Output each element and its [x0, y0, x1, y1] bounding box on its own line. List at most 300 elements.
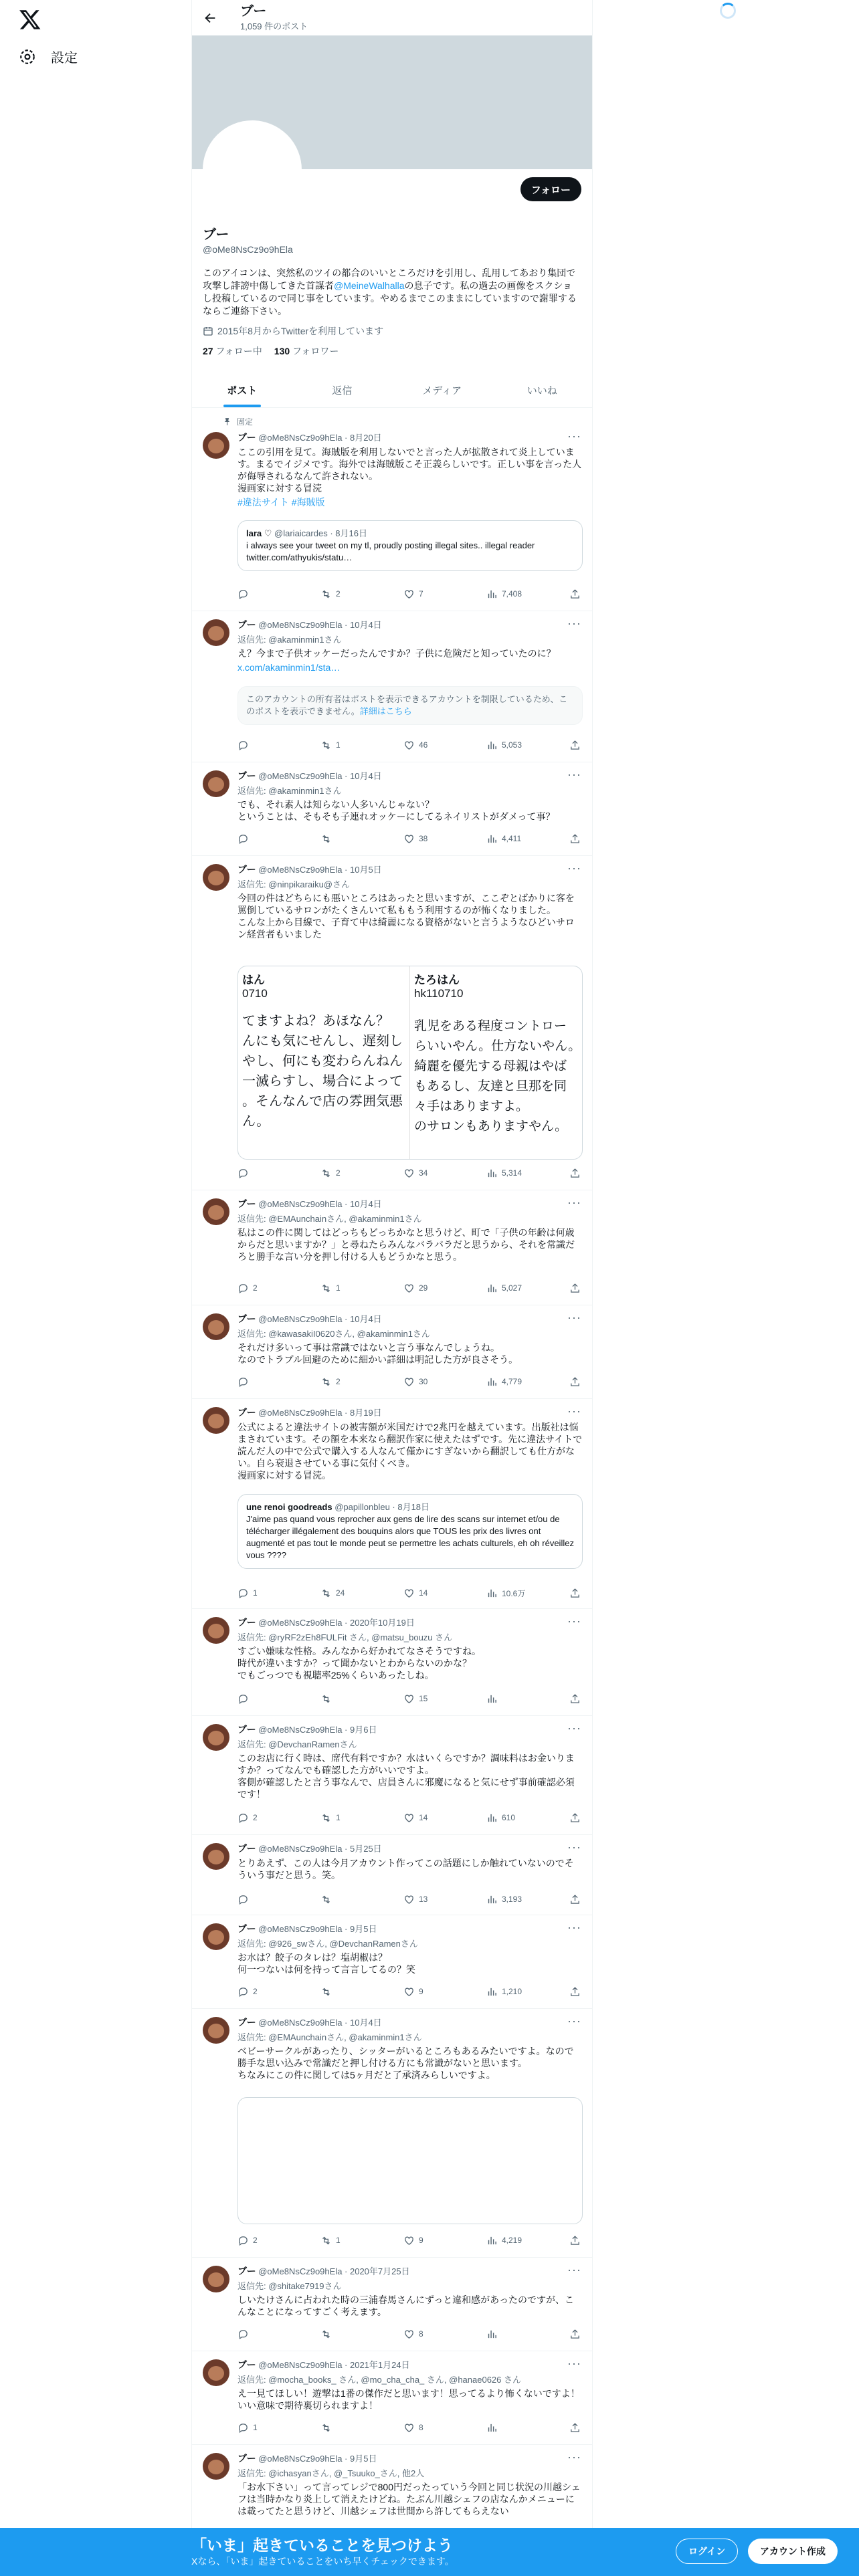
post-meta: ブー @oMe8NsCz9o9hEla · 10月4日 — [237, 619, 382, 630]
post-date[interactable]: 8月20日 — [349, 433, 382, 443]
more-icon[interactable]: ··· — [567, 2263, 581, 2276]
share-icon — [569, 2422, 581, 2434]
post-actions — [237, 832, 583, 845]
author-handle[interactable]: @oMe8NsCz9o9hEla — [258, 2360, 343, 2370]
post[interactable] — [192, 424, 593, 611]
author-handle[interactable]: @oMe8NsCz9o9hEla — [258, 1924, 343, 1934]
like-button[interactable] — [403, 2234, 457, 2247]
post-text: 私はこの件に関してはどっちもどっちかなと思うけど、町で「子供の年齢は何歳からだと思いますか？」と尋ねたらみんなバラバラだと思うから、それを常識だろと勝手な言い分を押し付ける人もどうかなと思う。 — [237, 1227, 575, 1262]
post-link[interactable]: x.com/akaminmin1/sta… — [237, 662, 341, 673]
heart-icon — [403, 1283, 415, 1294]
views-icon — [486, 1986, 498, 1998]
tab-posts[interactable]: ポスト — [192, 372, 292, 407]
author-name[interactable]: ブー — [237, 2266, 256, 2276]
reply-button[interactable] — [237, 2234, 291, 2247]
retweet-button[interactable] — [320, 832, 374, 845]
views-button[interactable] — [486, 587, 540, 601]
like-button[interactable] — [403, 1985, 457, 1998]
views-count: 5,027 — [502, 1283, 522, 1293]
more-icon[interactable]: ··· — [567, 861, 581, 875]
views-button[interactable] — [486, 1281, 540, 1295]
author-name[interactable]: ブー — [237, 1923, 256, 1934]
reply-count: 2 — [253, 1987, 258, 1996]
quote-tweet[interactable] — [237, 1494, 583, 1569]
avatar[interactable] — [203, 1313, 229, 1340]
post[interactable] — [192, 2258, 593, 2351]
like-count: 30 — [419, 1377, 428, 1386]
gear-icon — [19, 48, 36, 66]
share-button[interactable] — [569, 2234, 583, 2247]
author-name[interactable]: ブー — [237, 2017, 256, 2028]
more-icon[interactable]: ··· — [567, 2357, 581, 2370]
retweet-button[interactable] — [320, 1811, 374, 1824]
like-button[interactable] — [403, 1811, 457, 1824]
like-button[interactable] — [403, 587, 457, 601]
views-button[interactable] — [486, 1692, 540, 1705]
avatar[interactable] — [203, 770, 229, 797]
post-date[interactable]: 10月4日 — [349, 2018, 382, 2028]
more-icon[interactable]: ··· — [567, 1840, 581, 1854]
avatar[interactable] — [203, 432, 229, 459]
like-count: 9 — [419, 2236, 423, 2245]
tab-replies[interactable]: 返信 — [332, 385, 353, 397]
avatar[interactable] — [203, 619, 229, 646]
reply-to[interactable]: 返信先: @akaminmin1さん — [237, 635, 342, 645]
like-button[interactable] — [403, 738, 457, 752]
followers-link[interactable] — [274, 344, 339, 358]
like-button[interactable] — [403, 1893, 457, 1906]
retweet-button[interactable] — [320, 587, 374, 601]
views-button[interactable] — [486, 2327, 540, 2341]
header-post-count: 1,059 件のポスト — [240, 21, 308, 31]
like-button[interactable] — [403, 1166, 457, 1180]
views-button[interactable] — [486, 738, 540, 752]
views-count: 4,779 — [502, 1377, 522, 1386]
back-arrow-icon[interactable] — [203, 11, 217, 25]
views-icon — [486, 1168, 498, 1179]
author-name[interactable]: ブー — [237, 1407, 256, 1418]
post[interactable] — [192, 1915, 593, 2009]
post-image[interactable] — [237, 2097, 583, 2224]
post-text: すごい嫌味な性格。みんなから好かれてなさそうですね。 時代が違いますか？って聞かないとわからないのかな？ でもごっつでも視聴率25%くらいあったしね。 — [237, 1646, 481, 1681]
post-date[interactable]: 10月5日 — [349, 865, 382, 875]
reply-icon — [237, 1283, 249, 1294]
signup-banner-subtitle: Xなら、「いま」起きていることをいち早くチェックできます。 — [191, 2556, 454, 2567]
share-icon — [569, 2235, 581, 2246]
retweet-button[interactable] — [320, 1893, 374, 1906]
avatar[interactable] — [203, 1843, 229, 1870]
post-meta: ブー @oMe8NsCz9o9hEla · 2020年7月25日 — [237, 2266, 410, 2276]
reply-count: 1 — [253, 1588, 258, 1598]
retweet-button[interactable] — [320, 1166, 374, 1180]
reply-button[interactable] — [237, 1281, 291, 1295]
post-text: しいたけさんに占われた時の三浦春馬さんにずっと違和感があったのですが、こんなことになってすごく考えます。 — [237, 2294, 575, 2317]
like-count: 38 — [419, 834, 428, 843]
post[interactable] — [192, 762, 593, 856]
post[interactable] — [192, 1305, 593, 1399]
quote-text: i always see your tweet on my tl, proudly posting illegal sites.. illegal reader twitter.com/athyukis/statu… — [246, 540, 535, 562]
author-name[interactable]: ブー — [237, 2359, 256, 2370]
share-button[interactable] — [569, 587, 583, 601]
views-button[interactable] — [486, 1893, 540, 1906]
reply-count: 1 — [253, 2423, 258, 2432]
views-count: 1,210 — [502, 1987, 522, 1996]
image-left-handle: 0710 — [242, 987, 268, 1000]
heart-icon — [403, 588, 415, 600]
avatar[interactable] — [203, 2359, 229, 2386]
author-handle[interactable]: @oMe8NsCz9o9hEla — [258, 1314, 343, 1324]
retweet-icon — [320, 740, 332, 751]
author-name[interactable]: ブー — [237, 1843, 256, 1854]
share-icon — [569, 1168, 581, 1179]
reply-count: 2 — [253, 2236, 258, 2245]
image-left-panel — [238, 966, 405, 1160]
reply-to[interactable]: 返信先: @kawasakiI0620さん, @akaminmin1さん — [237, 1329, 430, 1339]
image-right-panel — [409, 966, 583, 1160]
avatar[interactable] — [203, 2017, 229, 2044]
profile-tabs — [192, 372, 592, 408]
pinned-label: 固定 — [237, 417, 254, 427]
retweet-button[interactable] — [320, 1375, 374, 1388]
share-button[interactable] — [569, 1281, 583, 1295]
notice-learn-more-link[interactable]: 詳細はこちら — [359, 706, 412, 716]
post-actions — [237, 1281, 583, 1295]
signup-button[interactable]: アカウント作成 — [748, 2539, 838, 2564]
following-link[interactable] — [203, 344, 262, 358]
reply-button[interactable] — [237, 587, 291, 601]
reply-button[interactable] — [237, 1893, 291, 1906]
like-count: 14 — [419, 1813, 428, 1822]
post[interactable] — [192, 611, 593, 762]
more-icon[interactable]: ··· — [567, 1311, 581, 1324]
post-hashtags[interactable]: #違法サイト #海賊版 — [237, 497, 325, 508]
signup-banner-title: 「いま」起きていることを見つけよう — [191, 2537, 453, 2554]
views-count: 3,193 — [502, 1895, 522, 1904]
post-date[interactable]: 2020年10月19日 — [349, 1618, 415, 1628]
views-count: 10.6万 — [502, 1588, 526, 1598]
share-button[interactable] — [569, 2327, 583, 2341]
author-handle[interactable]: @oMe8NsCz9o9hEla — [258, 620, 343, 630]
reply-to[interactable]: 返信先: @mocha_books_ さん, @mo_cha_cha_ さん, @hanae0626 さん — [237, 2375, 522, 2385]
views-count: 5,053 — [502, 740, 522, 750]
retweet-button[interactable] — [320, 738, 374, 752]
post-date[interactable]: 10月4日 — [349, 620, 382, 630]
like-button[interactable] — [403, 1692, 457, 1705]
avatar[interactable] — [203, 2266, 229, 2292]
retweet-icon — [320, 1283, 332, 1294]
heart-icon — [403, 2235, 415, 2246]
reply-to[interactable]: 返信先: @926_swさん, @DevchanRamenさん — [237, 1939, 418, 1949]
post-actions — [237, 2234, 583, 2247]
retweet-button[interactable] — [320, 1692, 374, 1705]
more-icon[interactable]: ··· — [567, 429, 581, 443]
reply-icon — [237, 1986, 249, 1998]
post-meta: ブー @oMe8NsCz9o9hEla · 8月19日 — [237, 1407, 382, 1418]
avatar[interactable] — [203, 1407, 229, 1434]
like-button[interactable] — [403, 1375, 457, 1388]
avatar[interactable] — [203, 1198, 229, 1225]
post-date[interactable]: 2021年1月24日 — [349, 2360, 410, 2370]
post-image[interactable] — [237, 966, 583, 1160]
views-button[interactable] — [486, 2421, 540, 2434]
following-count: 27 — [203, 346, 213, 356]
post-text: え一見てほしい！遊撃は1番の傑作だと思います！思ってるより怖くないですよ！いい意味で期待裏切られますよ！ — [237, 2388, 580, 2411]
author-handle[interactable]: @oMe8NsCz9o9hEla — [258, 1408, 343, 1418]
reply-icon — [237, 588, 249, 600]
author-name[interactable]: ブー — [237, 864, 256, 875]
reply-icon — [237, 2329, 249, 2340]
share-button[interactable] — [569, 1985, 583, 1998]
retweet-button[interactable] — [320, 2421, 374, 2434]
reply-to[interactable]: 返信先: @akaminmin1さん — [237, 786, 342, 796]
author-handle[interactable]: @oMe8NsCz9o9hEla — [258, 2266, 343, 2276]
retweet-icon — [320, 1693, 332, 1705]
post-meta: ブー @oMe8NsCz9o9hEla · 10月4日 — [237, 1198, 382, 1209]
reply-to[interactable]: 返信先: @EMAunchainさん, @akaminmin1さん — [237, 1214, 422, 1224]
main-column — [191, 0, 593, 2576]
share-button[interactable] — [569, 1586, 583, 1600]
share-button[interactable] — [569, 1375, 583, 1388]
reply-to[interactable]: 返信先: @shitake7919さん — [237, 2281, 342, 2291]
post-text: とりあえず、この人は今月アカウント作ってこの話題にしか触れていないのでそういう事だと思う。笑。 — [237, 1858, 574, 1881]
author-name[interactable]: ブー — [237, 1313, 256, 1324]
share-icon — [569, 833, 581, 845]
reply-icon — [237, 1693, 249, 1705]
views-button[interactable] — [486, 1985, 540, 1998]
bio-text-2: の息子です。私の過去の画像をスクショし投稿しているので同じ事をしています。やめるまでこのままにしていますので謝罪するならご連絡下さい。 — [203, 280, 577, 316]
like-count: 8 — [419, 2329, 423, 2339]
reply-to[interactable]: 返信先: @EMAunchainさん, @akaminmin1さん — [237, 2032, 422, 2042]
post[interactable] — [192, 1609, 593, 1716]
reply-button[interactable] — [237, 832, 291, 845]
reply-button[interactable] — [237, 1166, 291, 1180]
like-count: 13 — [419, 1895, 428, 1904]
like-count: 14 — [419, 1588, 428, 1598]
author-handle[interactable]: @oMe8NsCz9o9hEla — [258, 771, 343, 781]
follow-button[interactable]: フォロー — [520, 177, 581, 201]
post-date[interactable]: 10月4日 — [349, 771, 382, 781]
share-button[interactable] — [569, 832, 583, 845]
like-button[interactable] — [403, 1281, 457, 1295]
post-date[interactable]: 5月25日 — [349, 1844, 382, 1854]
retweet-icon — [320, 1376, 332, 1388]
tab-media[interactable]: メディア — [422, 385, 462, 397]
more-icon[interactable]: ··· — [567, 1614, 581, 1628]
author-handle[interactable]: @oMe8NsCz9o9hEla — [258, 865, 343, 875]
tab-likes[interactable]: いいね — [527, 385, 557, 397]
profile-joined — [203, 324, 581, 338]
retweet-button[interactable] — [320, 2327, 374, 2341]
post[interactable] — [192, 856, 593, 1190]
post-date[interactable]: 9月5日 — [349, 2454, 377, 2464]
author-handle[interactable]: @oMe8NsCz9o9hEla — [258, 2018, 343, 2028]
views-button[interactable] — [486, 1586, 540, 1600]
reply-button[interactable] — [237, 2327, 291, 2341]
author-handle[interactable]: @oMe8NsCz9o9hEla — [258, 2454, 343, 2464]
more-icon[interactable]: ··· — [567, 1721, 581, 1735]
retweet-count: 1 — [336, 1813, 341, 1822]
heart-icon — [403, 2329, 415, 2340]
post[interactable] — [192, 1835, 593, 1915]
post-date[interactable]: 9月6日 — [349, 1725, 377, 1735]
author-name[interactable]: ブー — [237, 432, 256, 443]
reply-icon — [237, 2422, 249, 2434]
author-handle[interactable]: @oMe8NsCz9o9hEla — [258, 433, 343, 443]
reply-button[interactable] — [237, 1586, 291, 1600]
reply-button[interactable] — [237, 1692, 291, 1705]
reply-button[interactable] — [237, 738, 291, 752]
more-icon[interactable]: ··· — [567, 1404, 581, 1418]
views-count: 610 — [502, 1813, 516, 1822]
x-logo-icon[interactable] — [19, 8, 41, 31]
profile-avatar[interactable] — [203, 120, 302, 219]
views-icon — [486, 2329, 498, 2340]
share-button[interactable] — [569, 1811, 583, 1824]
retweet-button[interactable] — [320, 1586, 374, 1600]
views-button[interactable] — [486, 832, 540, 845]
reply-icon — [237, 2235, 249, 2246]
post-text: え？今まで子供オッケーだったんですか？子供に危険だと知っていたのに？ — [237, 648, 556, 659]
views-icon — [486, 588, 498, 600]
retweet-icon — [320, 2329, 332, 2340]
profile-handle: @oMe8NsCz9o9hEla — [203, 244, 293, 255]
post-actions — [237, 2421, 583, 2434]
post[interactable] — [192, 1399, 593, 1609]
views-button[interactable] — [486, 1811, 540, 1824]
reply-to[interactable]: 返信先: @DevchanRamenさん — [237, 1739, 357, 1749]
reply-button[interactable] — [237, 2421, 291, 2434]
author-handle[interactable]: @oMe8NsCz9o9hEla — [258, 1199, 343, 1209]
post-actions — [237, 1375, 583, 1388]
post-meta: ブー @oMe8NsCz9o9hEla · 8月20日 — [237, 432, 382, 443]
views-button[interactable] — [486, 1166, 540, 1180]
retweet-count: 2 — [336, 1377, 341, 1386]
like-count: 34 — [419, 1168, 428, 1178]
heart-icon — [403, 1588, 415, 1599]
retweet-icon — [320, 588, 332, 600]
more-icon[interactable]: ··· — [567, 2014, 581, 2028]
retweet-icon — [320, 2235, 332, 2246]
post-date[interactable]: 10月4日 — [349, 1199, 382, 1209]
login-button[interactable]: ログイン — [676, 2539, 738, 2564]
following-label: フォロー中 — [215, 346, 262, 356]
reply-to[interactable]: 返信先: @ryRF2zEh8FULFit さん, @matsu_bouzu さん — [237, 1632, 453, 1642]
more-icon[interactable]: ··· — [567, 617, 581, 630]
reply-to[interactable]: 返信先: @ninpikaraiku@さん — [237, 879, 350, 889]
post-actions — [237, 2327, 583, 2341]
like-count: 46 — [419, 740, 428, 750]
post-date[interactable]: 10月4日 — [349, 1314, 382, 1324]
retweet-icon — [320, 1986, 332, 1998]
author-handle[interactable]: @oMe8NsCz9o9hEla — [258, 1725, 343, 1735]
share-icon — [569, 1986, 581, 1998]
heart-icon — [403, 1693, 415, 1705]
more-icon[interactable]: ··· — [567, 768, 581, 781]
retweet-icon — [320, 1588, 332, 1599]
settings-link[interactable] — [19, 47, 78, 66]
image-right-text: 乳児をある程度コントロー らいいやん。仕方ないやん。 綺麗を優先する母親はやば もあるし、友達と旦那を同 々手はありますよ。 のサロンもありますやん。 — [414, 1019, 581, 1134]
avatar[interactable] — [203, 1724, 229, 1751]
more-icon[interactable]: ··· — [567, 2450, 581, 2464]
reply-count: 2 — [253, 1283, 258, 1293]
views-icon — [486, 1376, 498, 1388]
loading-spinner-icon — [720, 3, 736, 19]
like-button[interactable] — [403, 832, 457, 845]
retweet-button[interactable] — [320, 1985, 374, 1998]
heart-icon — [403, 1376, 415, 1388]
share-button[interactable] — [569, 2421, 583, 2434]
retweet-button[interactable] — [320, 1281, 374, 1295]
post-date[interactable]: 2020年7月25日 — [349, 2266, 410, 2276]
like-count: 15 — [419, 1694, 428, 1703]
author-name[interactable]: ブー — [237, 1724, 256, 1735]
post-date[interactable]: 8月19日 — [349, 1408, 382, 1418]
post-actions — [237, 1985, 583, 1998]
avatar[interactable] — [203, 864, 229, 891]
quote-tweet[interactable] — [237, 520, 583, 571]
post[interactable] — [192, 1716, 593, 1835]
more-icon[interactable]: ··· — [567, 1921, 581, 1934]
retweet-button[interactable] — [320, 2234, 374, 2247]
share-icon — [569, 1812, 581, 1824]
avatar[interactable] — [203, 1923, 229, 1950]
author-name[interactable]: ブー — [237, 770, 256, 781]
like-button[interactable] — [403, 2421, 457, 2434]
views-icon — [486, 1693, 498, 1705]
header-name: ブー — [240, 4, 267, 19]
reply-button[interactable] — [237, 1811, 291, 1824]
views-icon — [486, 740, 498, 751]
retweet-icon — [320, 833, 332, 845]
reply-button[interactable] — [237, 1375, 291, 1388]
reply-to[interactable]: 返信先: @ichasyanさん, @_Tsuuko_さん, 他2人 — [237, 2468, 425, 2478]
author-handle[interactable]: @oMe8NsCz9o9hEla — [258, 1844, 343, 1854]
post[interactable] — [192, 1190, 593, 1305]
like-button[interactable] — [403, 2327, 457, 2341]
like-button[interactable] — [403, 1586, 457, 1600]
post[interactable] — [192, 2351, 593, 2445]
heart-icon — [403, 1168, 415, 1179]
share-button[interactable] — [569, 1692, 583, 1705]
author-name[interactable]: ブー — [237, 2453, 256, 2464]
avatar[interactable] — [203, 1617, 229, 1644]
reply-button[interactable] — [237, 1985, 291, 1998]
share-icon — [569, 740, 581, 751]
post-actions — [237, 1811, 583, 1824]
views-button[interactable] — [486, 1375, 540, 1388]
post[interactable] — [192, 2009, 593, 2258]
reply-icon — [237, 1168, 249, 1179]
author-name[interactable]: ブー — [237, 619, 256, 630]
post-date[interactable]: 9月5日 — [349, 1924, 377, 1934]
bio-mention-link[interactable]: @MeineWalhalla — [334, 280, 405, 291]
signup-banner — [0, 2528, 859, 2576]
reply-icon — [237, 1894, 249, 1905]
share-button[interactable] — [569, 1893, 583, 1906]
more-icon[interactable]: ··· — [567, 1196, 581, 1209]
post-meta: ブー @oMe8NsCz9o9hEla · 9月5日 — [237, 2453, 377, 2464]
author-name[interactable]: ブー — [237, 1617, 256, 1628]
profile-bio — [203, 267, 581, 318]
author-name[interactable]: ブー — [237, 1198, 256, 1209]
share-button[interactable] — [569, 1166, 583, 1180]
views-button[interactable] — [486, 2234, 540, 2247]
author-handle[interactable]: @oMe8NsCz9o9hEla — [258, 1618, 343, 1628]
avatar[interactable] — [203, 2453, 229, 2480]
post-text: ここの引用を見て。海賊版を利用しないでと言った人が拡散されて炎上しています。まるでイジメです。海外では海賊版こそ正義らしいです。正しい事を言った人が侮辱されるなんて許されない。 漫画家に対する冒涜 — [237, 447, 582, 494]
share-button[interactable] — [569, 738, 583, 752]
image-right-handle: hk110710 — [414, 987, 464, 1000]
